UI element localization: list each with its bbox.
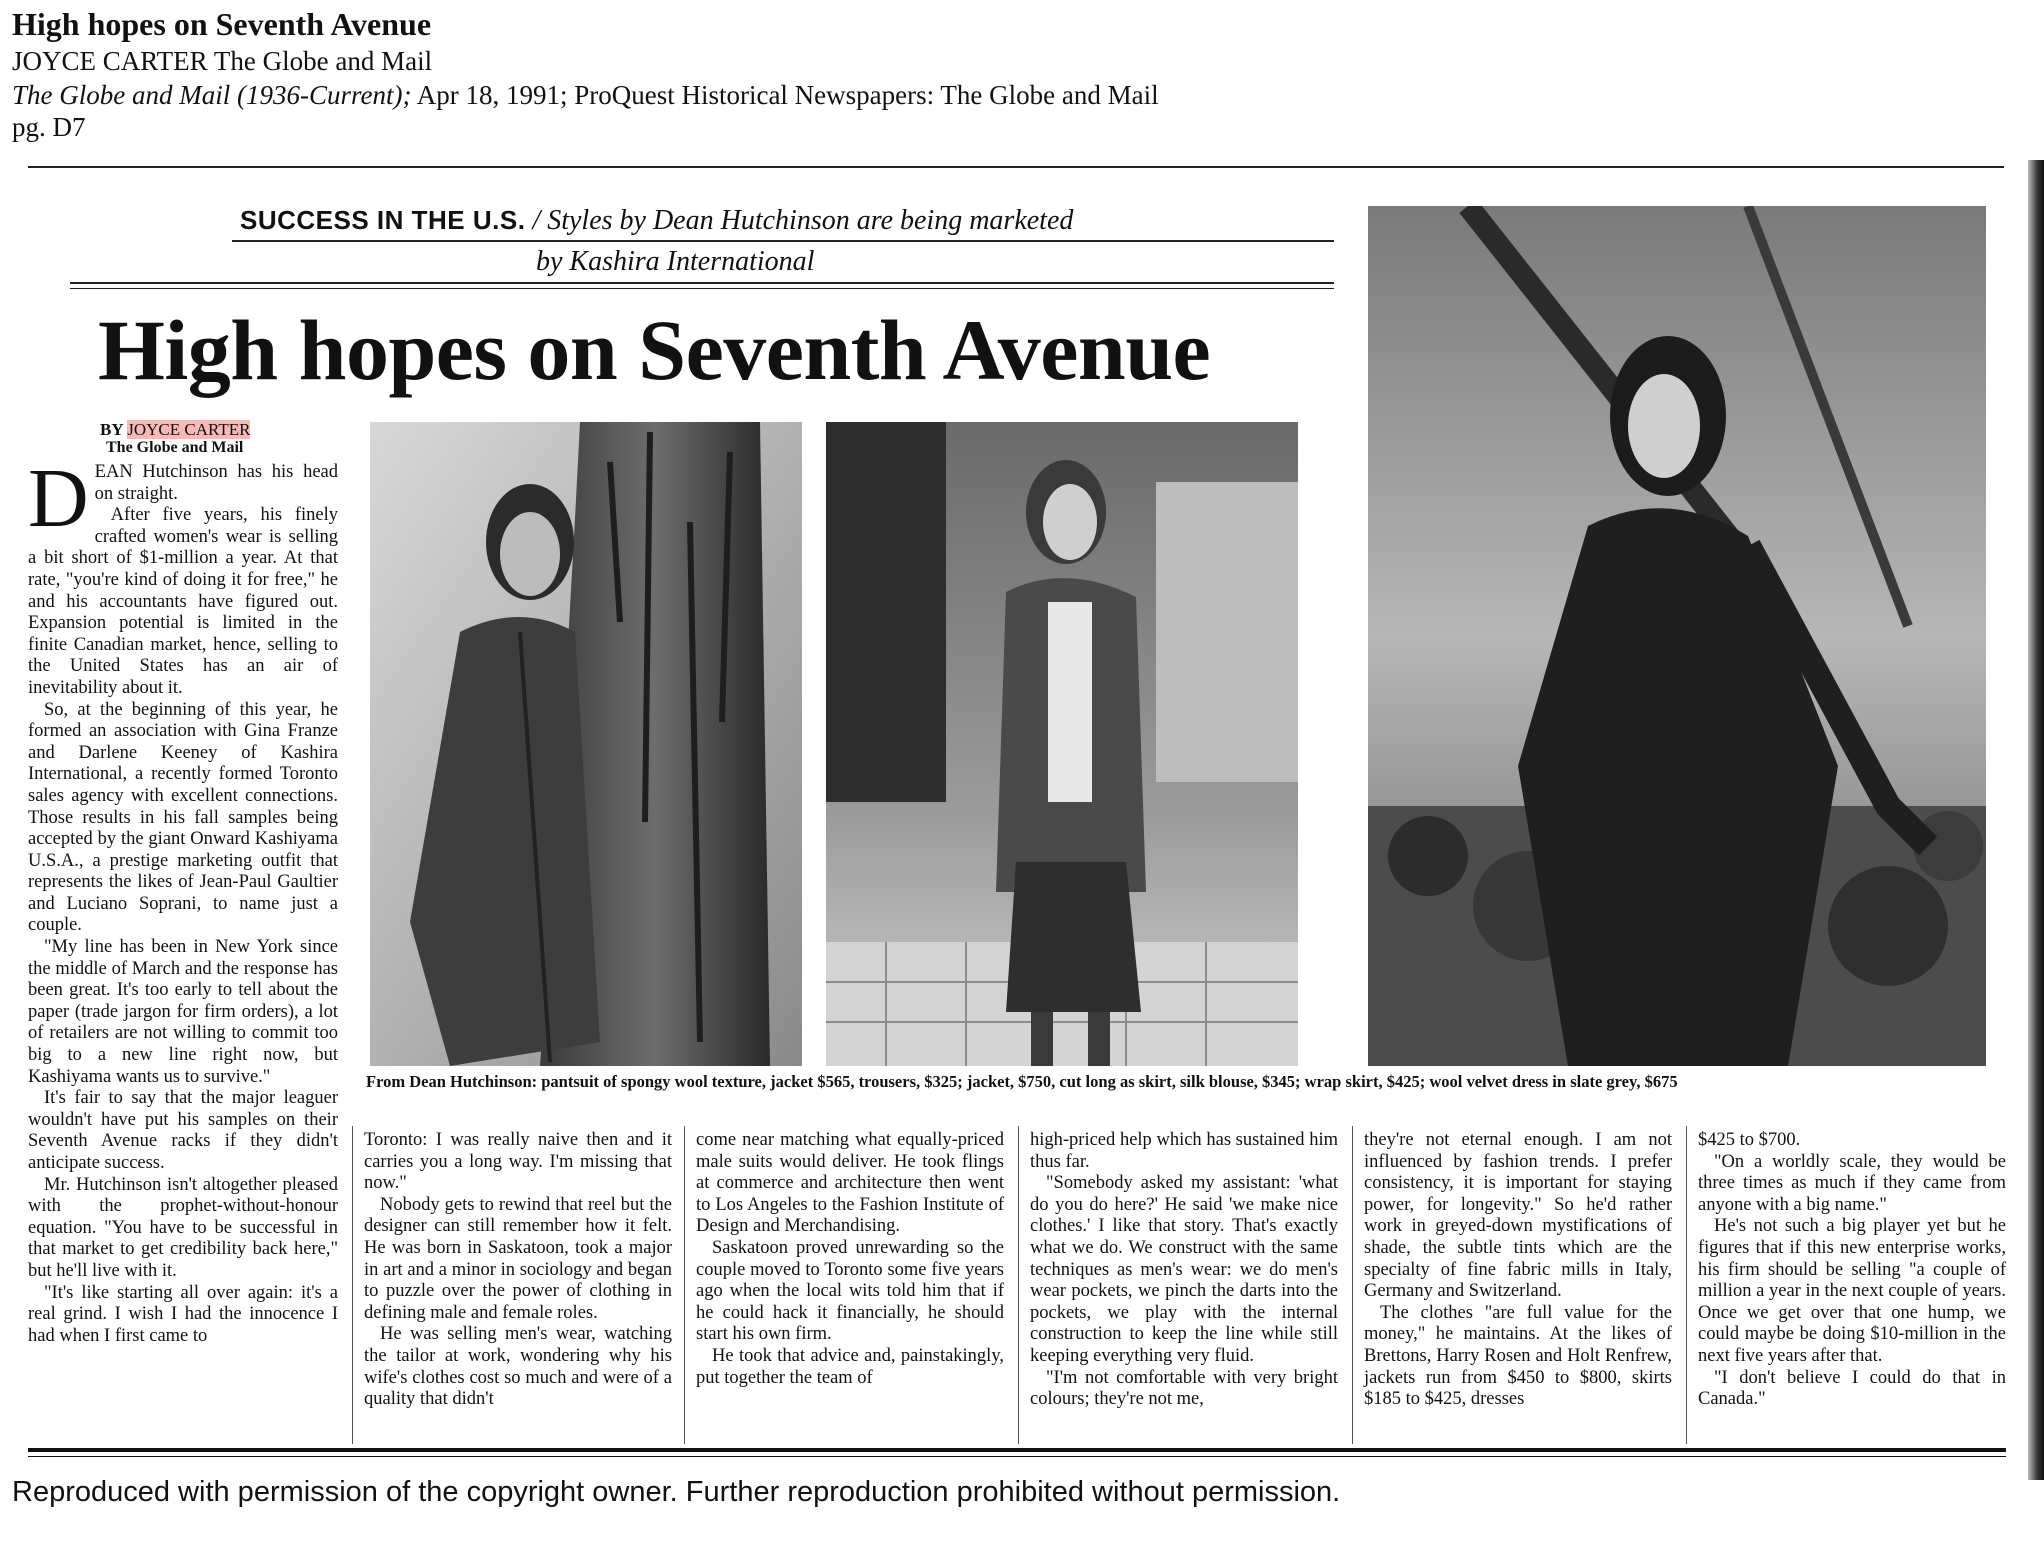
article-column-3 xyxy=(696,1130,1004,1389)
article-column-2 xyxy=(364,1130,672,1411)
paragraph: "On a worldly scale, they would be three times as much if they came from anyone with a big name." xyxy=(1698,1151,2006,1215)
column-divider xyxy=(684,1126,685,1444)
kicker-section: SUCCESS IN THE U.S. xyxy=(240,205,526,235)
column-divider xyxy=(1686,1126,1687,1444)
paragraph: Nobody gets to rewind that reel but the designer can still remember how it felt. He was born in Saskatoon, took a major in art and a minor in sociology and began to puzzle over the power of clothing in defining male and female roles. xyxy=(364,1194,672,1323)
column-divider xyxy=(352,1126,353,1444)
paragraph: So, at the beginning of this year, he formed an association with Gina Franze and Darlene Keeney of Kashira International, a recently formed Toronto sales agency with excellent connections. Those results in his fall samples being accepted by the giant Onward Kashiyama U.S.A., a prestige marketing outfit that represents the likes of Jean-Paul Gaultier and Luciano Soprani, to name just a couple. xyxy=(28,699,338,936)
proquest-byline: JOYCE CARTER The Globe and Mail xyxy=(12,46,433,76)
drop-cap: D xyxy=(28,452,89,545)
paragraph: "My line has been in New York since the middle of March and the response has been great. It's too early to tell about the paper (trade jargon for firm orders), a lot of retailers are not willing to commit too big to a new line right now, but Kashiyama wants us to survive." xyxy=(28,937,338,1087)
paragraph: "It's like starting all over again: it's a real grind. I wish I had the innocence I had when I first came to xyxy=(28,1282,338,1346)
paragraph: $425 to $700. xyxy=(1698,1130,1801,1150)
article-column-4 xyxy=(1030,1130,1338,1411)
scan-edge-shadow xyxy=(2028,160,2044,1480)
copyright-notice: Reproduced with permission of the copyright owner. Further reproduction prohibited without permission. xyxy=(12,1476,1341,1508)
column-divider xyxy=(1352,1126,1353,1444)
bottom-rule xyxy=(28,1448,2006,1452)
header-divider xyxy=(28,166,2004,168)
paragraph: After five years, his finely crafted women's wear is selling a bit short of $1-million a year. At that rate, "you're kind of doing it for free," he and his accountants have figured out. Expansion potential is limited in the finite Canadian market, hence, selling to the United States has an air of inevitability about it. xyxy=(28,505,338,698)
photo-jacket-skirt-model xyxy=(826,422,1298,1066)
column-divider xyxy=(1018,1126,1019,1444)
paragraph: come near matching what equally-priced male suits would deliver. He took flings at commerce and architecture then went to Los Angeles to the Fashion Institute of Design and Merchandising. xyxy=(696,1130,1004,1237)
proquest-source xyxy=(12,80,1159,111)
kicker-separator: / xyxy=(525,205,548,236)
byline-organization: The Globe and Mail xyxy=(106,439,244,456)
paragraph: Mr. Hutchinson isn't altogether pleased with the prophet-without-honour equation. "You have to be successful in that market to get credibility back here," but he'll live with it. xyxy=(28,1174,338,1281)
paragraph: "I'm not comfortable with very bright colours; they're not me, xyxy=(1030,1367,1338,1410)
paragraph: He's not such a big player yet but he figures that if this new enterprise works, his firm should be selling "a couple of million a year in the next couple of years. Once we get over that one hump, we could maybe be doing $10-million in the next five years after that. xyxy=(1698,1216,2006,1366)
kicker-rule xyxy=(232,240,1334,242)
headline-rule-bottom xyxy=(70,288,1334,289)
paragraph: He was selling men's wear, watching the tailor at work, wondering why his wife's clothes cost so much and were of a quality that didn't xyxy=(364,1324,672,1410)
kicker-deck-line2: by Kashira International xyxy=(536,246,815,277)
headline: High hopes on Seventh Avenue xyxy=(98,302,1211,398)
kicker-deck: Styles by Dean Hutchinson are being marketed xyxy=(547,205,1074,236)
paragraph: "I don't believe I could do that in Canada." xyxy=(1698,1367,2006,1410)
headline-rule-top xyxy=(70,282,1334,284)
photo-velvet-dress-model xyxy=(1368,206,1986,1066)
paragraph: Saskatoon proved unrewarding so the couple moved to Toronto some five years ago when the local wits told him that if he could hack it financially, he should start his own firm. xyxy=(696,1237,1004,1345)
article-column-1 xyxy=(28,452,338,1347)
source-details: Apr 18, 1991; ProQuest Historical Newspapers: The Globe and Mail xyxy=(411,80,1159,110)
article-column-5 xyxy=(1364,1130,1672,1411)
article-byline xyxy=(100,420,250,440)
byline-author-highlighted[interactable]: JOYCE CARTER xyxy=(127,420,251,439)
bottom-rule-thin xyxy=(28,1456,2006,1457)
byline-prefix: BY xyxy=(100,420,128,439)
article-column-6 xyxy=(1698,1130,2006,1411)
photo-pantsuit-model xyxy=(370,422,802,1066)
proquest-page: pg. D7 xyxy=(12,112,86,142)
paragraph: Toronto: I was really naive then and it carries you a long way. I'm missing that now." xyxy=(364,1130,672,1194)
paragraph: they're not eternal enough. I am not influenced by fashion trends. I prefer consistency, it is important for staying power, for longevity." So he'd rather work in greyed-down mystifications of shade, the subtle tints which are the specialty of fine fabric mills in Italy, Germany and Switzerland. xyxy=(1364,1130,1672,1302)
source-publication: The Globe and Mail (1936-Current); xyxy=(12,80,412,110)
proquest-title: High hopes on Seventh Avenue xyxy=(12,6,432,42)
paragraph: "Somebody asked my assistant: 'what do you do here?' He said 'we make nice clothes.' I like that story. That's exactly what we do. We construct with the same techniques as men's wear: we do men's wear pockets, we pinch the darts into the pockets, we play with the internal construction to keep the line while still keeping everything very fluid. xyxy=(1030,1173,1338,1366)
kicker xyxy=(240,205,1073,237)
paragraph: high-priced help which has sustained him thus far. xyxy=(1030,1130,1338,1172)
paragraph-text: EAN Hutchinson has his head on straight. xyxy=(94,462,338,504)
paragraph: He took that advice and, painstakingly, put together the team of xyxy=(696,1345,1004,1388)
paragraph: It's fair to say that the major leaguer wouldn't have put his samples on their Seventh Avenue racks if they didn't anticipate success. xyxy=(28,1088,338,1173)
paragraph: The clothes "are full value for the money," he maintains. At the likes of Brettons, Harry Rosen and Holt Renfrew, jackets run from $450 to $800, skirts $185 to $425, dresses xyxy=(1364,1302,1672,1410)
paragraph xyxy=(28,452,338,545)
photo-caption: From Dean Hutchinson: pantsuit of spongy wool texture, jacket $565, trousers, $325; jacket, $750, cut long as skirt, silk blouse, $345; wrap skirt, $425; wool velvet dress in slate grey, $675 xyxy=(366,1072,1678,1091)
